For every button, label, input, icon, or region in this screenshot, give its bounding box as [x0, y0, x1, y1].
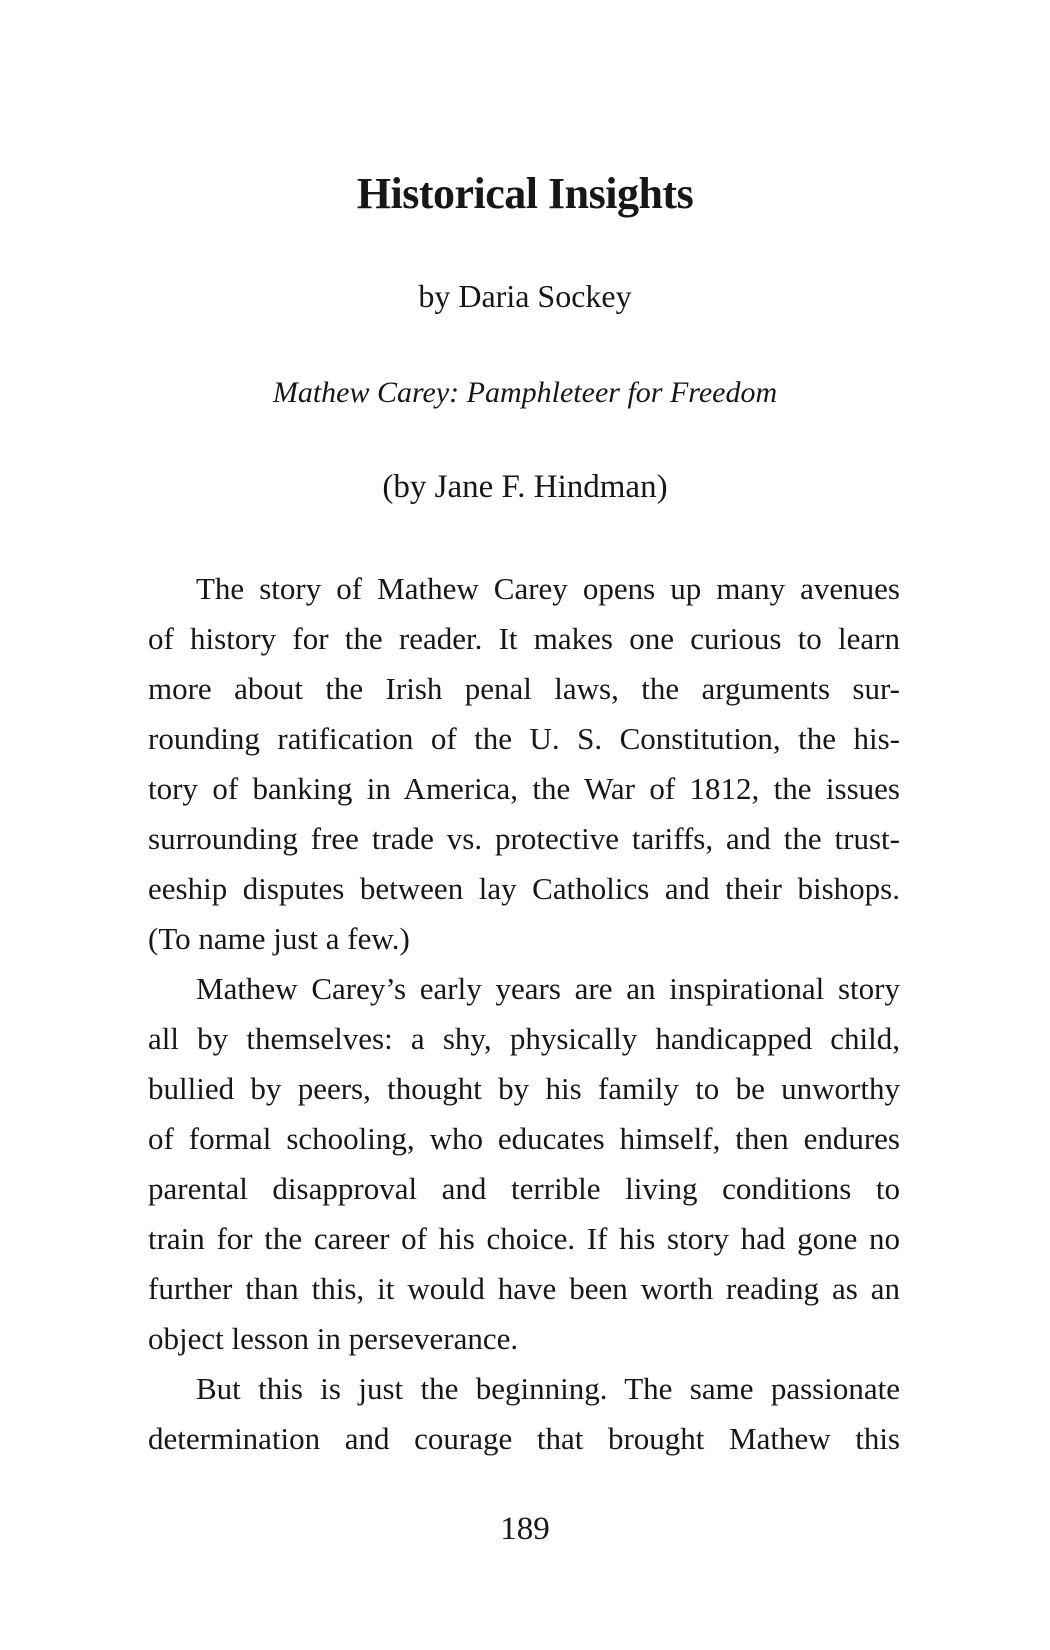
body-line: of formal schooling, who educates himself, then endures [148, 1121, 900, 1156]
body-text [148, 564, 900, 1464]
paragraph [148, 1364, 900, 1464]
paragraph [148, 964, 900, 1364]
author-byline: by Daria Sockey [418, 278, 632, 314]
body-line: parental disapproval and terrible living conditions to [148, 1171, 900, 1206]
body-line: more about the Irish penal laws, the arguments sur- [148, 671, 900, 706]
body-line: Mathew Carey’s early years are an inspirational story [196, 971, 900, 1006]
body-line: determination and courage that brought Mathew this [148, 1421, 900, 1456]
body-line: further than this, it would have been worth reading as an [148, 1271, 900, 1306]
body-line: of history for the reader. It makes one curious to learn [148, 621, 900, 656]
body-line: train for the career of his choice. If his story had gone no [148, 1221, 900, 1256]
body-line: all by themselves: a shy, physically handicapped child, [148, 1021, 900, 1056]
body-line: surrounding free trade vs. protective tariffs, and the trust- [148, 821, 900, 856]
article-author: (by Jane F. Hindman) [382, 469, 668, 505]
body-line: bullied by peers, thought by his family to be unworthy [148, 1071, 900, 1106]
page-number: 189 [500, 1511, 550, 1547]
body-line: tory of banking in America, the War of 1812, the issues [148, 771, 900, 806]
paragraph [148, 564, 900, 964]
body-line: eeship disputes between lay Catholics and their bishops. [148, 871, 900, 906]
body-line: object lesson in perseverance. [148, 1321, 519, 1356]
body-line: The story of Mathew Carey opens up many avenues [196, 571, 900, 606]
page-title: Historical Insights [356, 169, 694, 218]
article-title: Mathew Carey: Pamphleteer for Freedom [272, 376, 778, 409]
body-line: (To name just a few.) [148, 921, 410, 956]
body-line: But this is just the beginning. The same passionate [196, 1371, 900, 1406]
body-line: rounding ratification of the U. S. Constitution, the his- [148, 721, 900, 756]
